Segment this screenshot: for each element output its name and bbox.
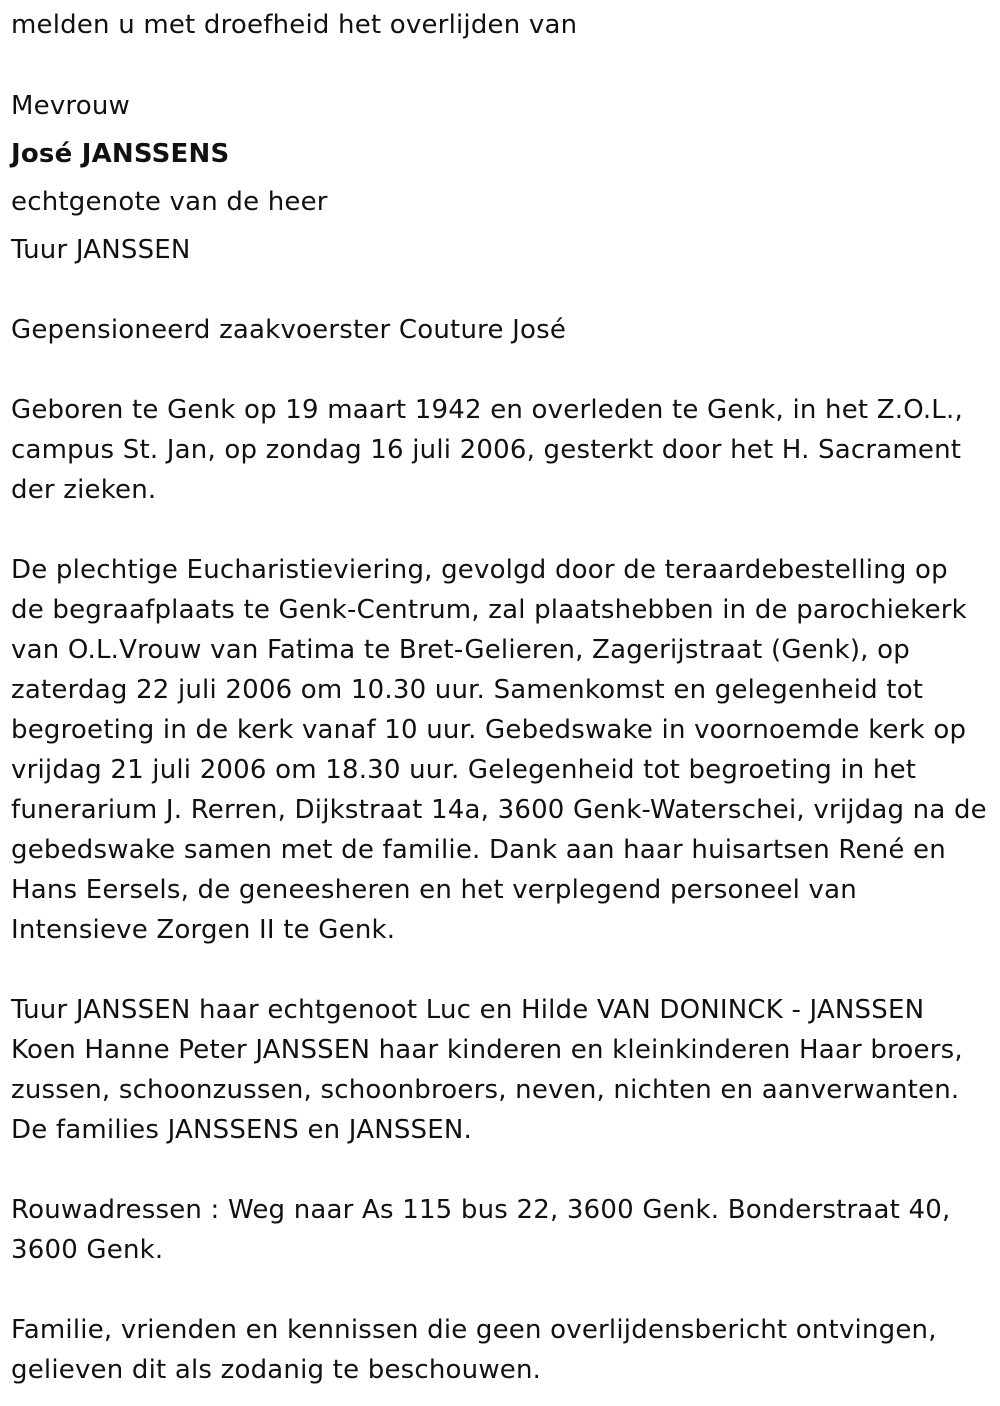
paragraph-line: De families JANSSENS en JANSSEN. — [11, 1115, 473, 1145]
paragraph-line: zussen, schoonzussen, schoonbroers, neven, nichten en aanverwanten. — [11, 1075, 960, 1105]
paragraph-line: begroeting in de kerk vanaf 10 uur. Gebedswake in voornoemde kerk op — [11, 715, 967, 745]
paragraph-line: Intensieve Zorgen II te Genk. — [11, 915, 396, 945]
spouse-name: Tuur JANSSEN — [11, 235, 191, 265]
spouse-label: echtgenote van de heer — [11, 187, 328, 217]
paragraph-line: gebedswake samen met de familie. Dank aan haar huisartsen René en — [11, 835, 946, 865]
occupation-text: Gepensioneerd zaakvoerster Couture José — [11, 315, 567, 345]
paragraph-line: Hans Eersels, de geneesheren en het verplegend personeel van — [11, 875, 857, 905]
paragraph-line: 3600 Genk. — [11, 1235, 164, 1265]
paragraph-line: Rouwadressen : Weg naar As 115 bus 22, 3600 Genk. Bonderstraat 40, — [11, 1195, 951, 1225]
paragraph-line: gelieven dit als zodanig te beschouwen. — [11, 1355, 542, 1385]
paragraph-line: van O.L.Vrouw van Fatima te Bret-Gelieren, Zagerijstraat (Genk), op — [11, 635, 910, 665]
paragraph-line: campus St. Jan, op zondag 16 juli 2006, gesterkt door het H. Sacrament — [11, 435, 962, 465]
paragraph-line: funerarium J. Rerren, Dijkstraat 14a, 3600 Genk-Waterschei, vrijdag na de — [11, 795, 987, 825]
paragraph-line: Tuur JANSSEN haar echtgenoot Luc en Hilde VAN DONINCK - JANSSEN — [11, 995, 925, 1025]
paragraph-line: Koen Hanne Peter JANSSEN haar kinderen en kleinkinderen Haar broers, — [11, 1035, 963, 1065]
salutation: Mevrouw — [11, 91, 130, 121]
paragraph-line: der zieken. — [11, 475, 157, 505]
intro-text: melden u met droefheid het overlijden van — [11, 10, 578, 40]
paragraph-line: De plechtige Eucharistieviering, gevolgd door de teraardebestelling op — [11, 555, 948, 585]
paragraph-line: Familie, vrienden en kennissen die geen overlijdensbericht ontvingen, — [11, 1315, 937, 1345]
deceased-name: José JANSSENS — [11, 139, 230, 169]
paragraph-line: vrijdag 21 juli 2006 om 18.30 uur. Gelegenheid tot begroeting in het — [11, 755, 917, 785]
paragraph-line: de begraafplaats te Genk-Centrum, zal plaatshebben in de parochiekerk — [11, 595, 967, 625]
paragraph-line: zaterdag 22 juli 2006 om 10.30 uur. Samenkomst en gelegenheid tot — [11, 675, 924, 705]
paragraph-line: Geboren te Genk op 19 maart 1942 en overleden te Genk, in het Z.O.L., — [11, 395, 963, 425]
